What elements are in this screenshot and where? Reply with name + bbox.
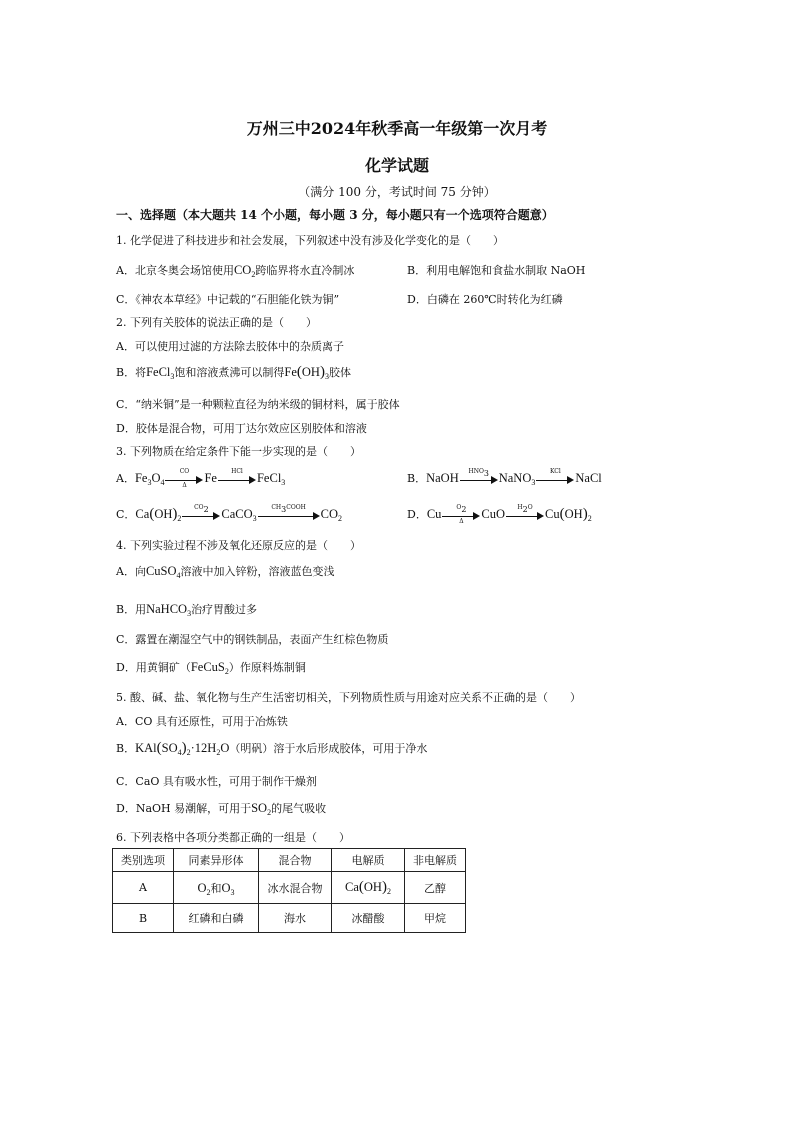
subject-title: 化学试题 <box>364 156 429 175</box>
q3-option-a: A．$Fe_3O_4$ CO Δ Fe HCl FeCl$_3$ <box>116 468 286 489</box>
q5-option-a: A．CO 具有还原性，可用于冶炼铁 <box>116 715 288 728</box>
table-cell: 甲烷 <box>405 904 466 933</box>
reaction-arrow: $CH_3COOH$ <box>258 510 320 520</box>
table-header-row <box>113 849 466 872</box>
q5-stem: 5. 酸、碱、盐、氧化物与生产生活密切相关，下列物质性质与用途对应关系不正确的是（ ） <box>116 691 581 704</box>
reaction-arrow: $CO_2$ <box>182 510 220 520</box>
q1-option-a: A．北京冬奥会场馆使用$CO_2$跨临界将水直冷制冰 <box>116 263 355 279</box>
q4-option-d: D．用黄铜矿（FeCuS$_2$）作原料炼制铜 <box>116 660 306 676</box>
section-heading: 一、选择题（本大题共 14 个小题，每小题 3 分，每小题只有一个选项符合题意） <box>116 208 554 222</box>
table-header: 混合物 <box>259 849 332 872</box>
q2-option-b: B．将FeCl$_3$饱和溶液煮沸可以制得$Fe(OH)_3$胶体 <box>116 364 351 381</box>
table-cell: $O_2$和$O_3$ <box>174 872 259 904</box>
q4-option-c: C．露置在潮湿空气中的钢铁制品，表面产生红棕色物质 <box>116 633 389 646</box>
q5-option-b: B．$KAl(SO_4)_2\cdot 12H_2O$（明矾）溶于水后形成胶体，可用于净水 <box>116 740 428 757</box>
table-cell: 冰醋酸 <box>332 904 405 933</box>
table-header: 类别选项 <box>113 849 174 872</box>
reaction-arrow: $O_2$ Δ <box>442 510 480 520</box>
exam-info: （满分 100 分，考试时间 75 分钟） <box>298 185 496 199</box>
reaction-arrow: HCl <box>218 474 256 484</box>
q3-option-b: B．NaOH $HNO_3$ NaNO$_3$ KCl NaCl <box>407 468 602 487</box>
q5-option-d: D．NaOH 易潮解，可用于$SO_2$的尾气吸收 <box>116 801 327 817</box>
q4-stem: 4. 下列实验过程不涉及氧化还原反应的是（ ） <box>116 539 361 552</box>
q2-option-a: A．可以使用过滤的方法除去胶体中的杂质离子 <box>116 340 344 353</box>
q3-option-d: D．Cu $O_2$ Δ CuO $H_2O$ $Cu(OH)_2$ <box>407 504 592 525</box>
reaction-arrow: $H_2O$ <box>506 510 544 520</box>
table-cell: B <box>113 904 174 933</box>
q3-option-c: C．$Ca(OH)_2$ $CO_2$ CaCO$_3$ $CH_3COOH$ $CO_2$ <box>116 504 342 523</box>
q5-option-c: C．CaO 具有吸水性，可用于制作干燥剂 <box>116 775 317 788</box>
exam-title: 万州三中2024年秋季高一年级第一次月考 <box>246 119 548 138</box>
table-header: 非电解质 <box>405 849 466 872</box>
table-cell: A <box>113 872 174 904</box>
q2-option-d: D．胶体是混合物，可用丁达尔效应区别胶体和溶液 <box>116 422 367 435</box>
q1-option-b: B．利用电解饱和食盐水制取 NaOH <box>407 264 586 277</box>
table-cell: 乙醇 <box>405 872 466 904</box>
table-cell: 海水 <box>259 904 332 933</box>
reaction-arrow: $HNO_3$ <box>460 474 498 484</box>
q4-option-b: B．用NaHCO$_3$治疗胃酸过多 <box>116 602 258 618</box>
table-cell: 红磷和白磷 <box>174 904 259 933</box>
q1-option-c: C．《神农本草经》中记载的“石胆能化铁为铜” <box>116 293 340 306</box>
q1-stem: 1. 化学促进了科技进步和社会发展，下列叙述中没有涉及化学变化的是（ ） <box>116 234 504 247</box>
q6-stem: 6. 下列表格中各项分类都正确的一组是（ ） <box>116 831 350 844</box>
q1-option-d: D．白磷在 260℃时转化为红磷 <box>407 293 563 306</box>
q2-stem: 2. 下列有关胶体的说法正确的是（ ） <box>116 316 317 329</box>
reaction-arrow: KCl <box>536 474 574 484</box>
table-row <box>113 904 466 933</box>
classification-table <box>112 848 466 933</box>
reaction-arrow: CO Δ <box>165 474 203 484</box>
table-header: 电解质 <box>332 849 405 872</box>
table-header: 同素异形体 <box>174 849 259 872</box>
q2-option-c: C．“纳米铜”是一种颗粒直径为纳米级的铜材料，属于胶体 <box>116 398 400 411</box>
table-row <box>113 872 466 904</box>
q3-stem: 3. 下列物质在给定条件下能一步实现的是（ ） <box>116 445 361 458</box>
q4-option-a: A．向CuSO$_4$溶液中加入锌粉，溶液蓝色变浅 <box>116 564 335 580</box>
table-cell: $Ca(OH)_2$ <box>332 872 405 904</box>
table-cell: 冰水混合物 <box>259 872 332 904</box>
